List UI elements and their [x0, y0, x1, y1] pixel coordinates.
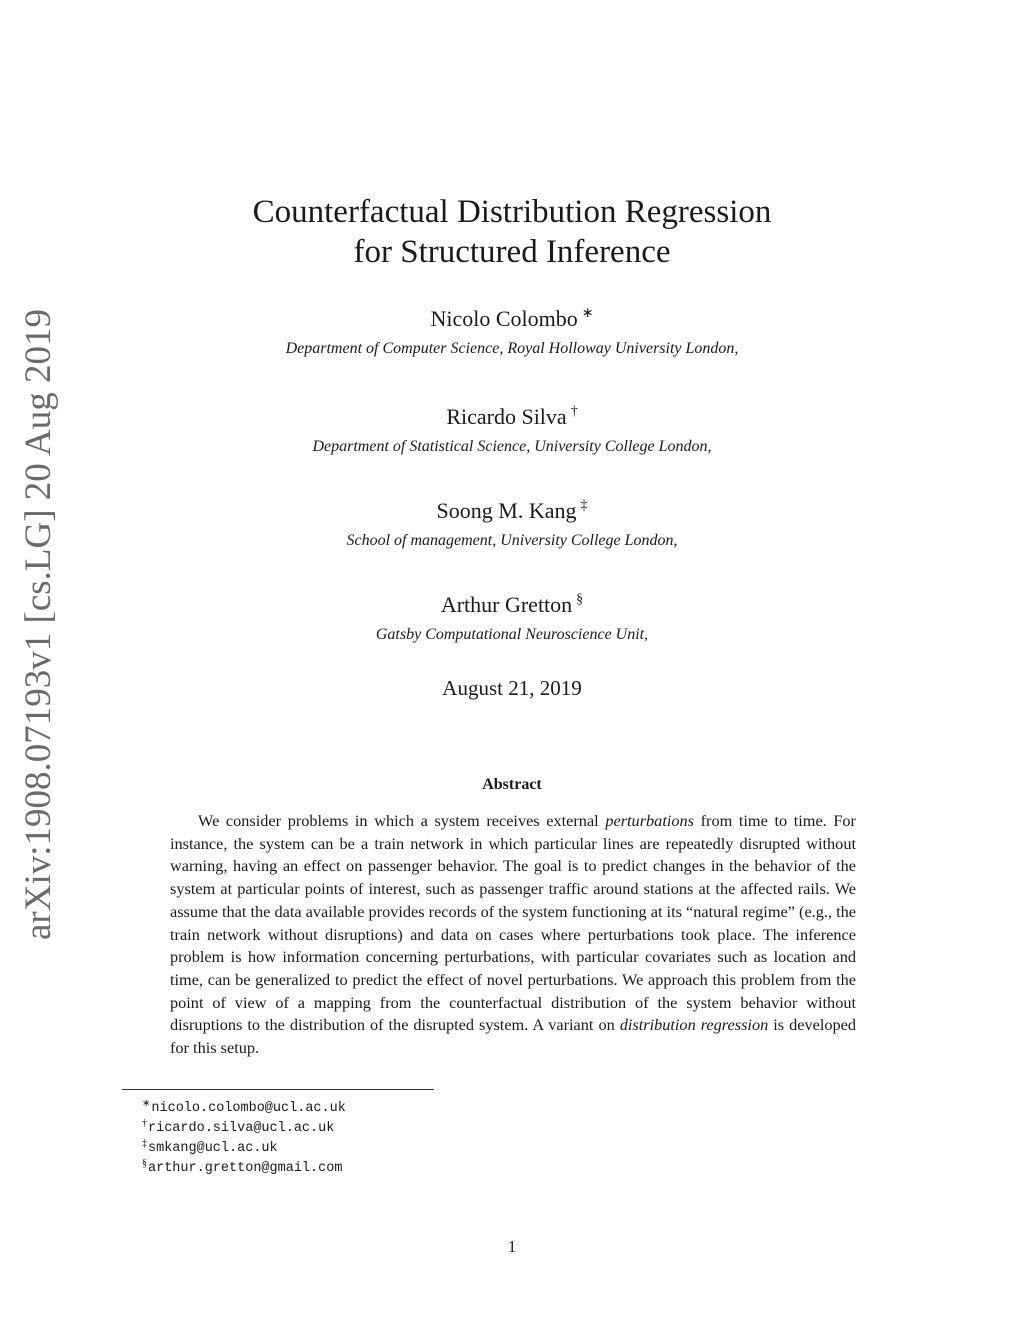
arxiv-identifier-stamp: arXiv:1908.07193v1 [cs.LG] 20 Aug 2019 [18, 309, 59, 940]
author-affiliation: Department of Statistical Science, University College London, [312, 438, 712, 455]
abstract-emphasis-distribution-regression: distribution regression [619, 1015, 769, 1035]
publication-date: August 21, 2019 [442, 676, 582, 700]
footnote-rule [122, 1089, 434, 1090]
paper-title-line-1: Counterfactual Distribution Regression [252, 194, 772, 230]
author-name: Arthur Gretton [440, 592, 573, 617]
footnote-email-kang [142, 1134, 346, 1154]
abstract-text-2: from time to time. For instance, the system can be a train network in which particular lines are repeatedly disrupted without warning, having an effect on passenger behavior. The goal is to predict changes in the behavior of the system at particular points of interest, such as passenger traffic around stations at the affected rails. We assume that the data available provides records of the system functioning at its “natural regime” (e.g., the train network without disruptions) and data on cases where perturbations took place. The inference problem is how information concerning perturbations, with particular covariates such as location and time, can be generalized to predict the effect of novel perturbations. We approach this problem from the point of view of a mapping from the counterfactual distribution of the system behavior without disruptions to the distribution of the disrupted system. A variant on [170, 811, 856, 1035]
footnote-email-colombo [142, 1094, 346, 1114]
footnote-email[interactable]: nicolo.colombo@ucl.ac.uk [151, 1101, 346, 1116]
author-block-gretton [150, 586, 874, 647]
abstract-heading: Abstract [482, 776, 542, 793]
author-footnote-mark: ‡ [580, 498, 588, 513]
author-block-colombo [150, 300, 874, 361]
author-block-silva [150, 398, 874, 459]
footnote-email-silva [142, 1114, 346, 1134]
author-name: Soong M. Kang [436, 498, 577, 523]
abstract-text-3: is developed for this setup. [170, 1015, 857, 1058]
author-affiliation: Gatsby Computational Neuroscience Unit, [375, 626, 649, 643]
paper-title [150, 192, 874, 272]
author-affiliation: School of management, University College London, [346, 532, 678, 549]
footnote-mark: † [142, 1118, 147, 1129]
footnotes [142, 1094, 346, 1174]
author-footnote-mark: ∗ [581, 306, 594, 321]
footnote-email[interactable]: ricardo.silva@ucl.ac.uk [148, 1121, 335, 1136]
abstract-text-1: We consider problems in which a system receives external [198, 811, 606, 830]
footnote-email-gretton [142, 1154, 346, 1174]
footnote-email[interactable]: arthur.gretton@gmail.com [148, 1161, 343, 1176]
paper-title-line-2: for Structured Inference [353, 234, 671, 270]
footnote-email[interactable]: smkang@ucl.ac.uk [148, 1141, 278, 1156]
author-block-kang [150, 492, 874, 553]
footnote-mark: ∗ [142, 1098, 151, 1109]
footnote-mark: § [142, 1158, 147, 1169]
author-name: Ricardo Silva [446, 404, 567, 429]
page-number: 1 [507, 1237, 517, 1256]
abstract-emphasis-perturbations: perturbations [605, 811, 694, 830]
footnote-mark: ‡ [142, 1138, 147, 1149]
author-footnote-mark: † [570, 404, 578, 419]
abstract-body [170, 810, 856, 1060]
author-footnote-mark: § [576, 592, 584, 607]
author-name: Nicolo Colombo [430, 306, 578, 331]
author-affiliation: Department of Computer Science, Royal Holloway University London, [285, 340, 739, 357]
